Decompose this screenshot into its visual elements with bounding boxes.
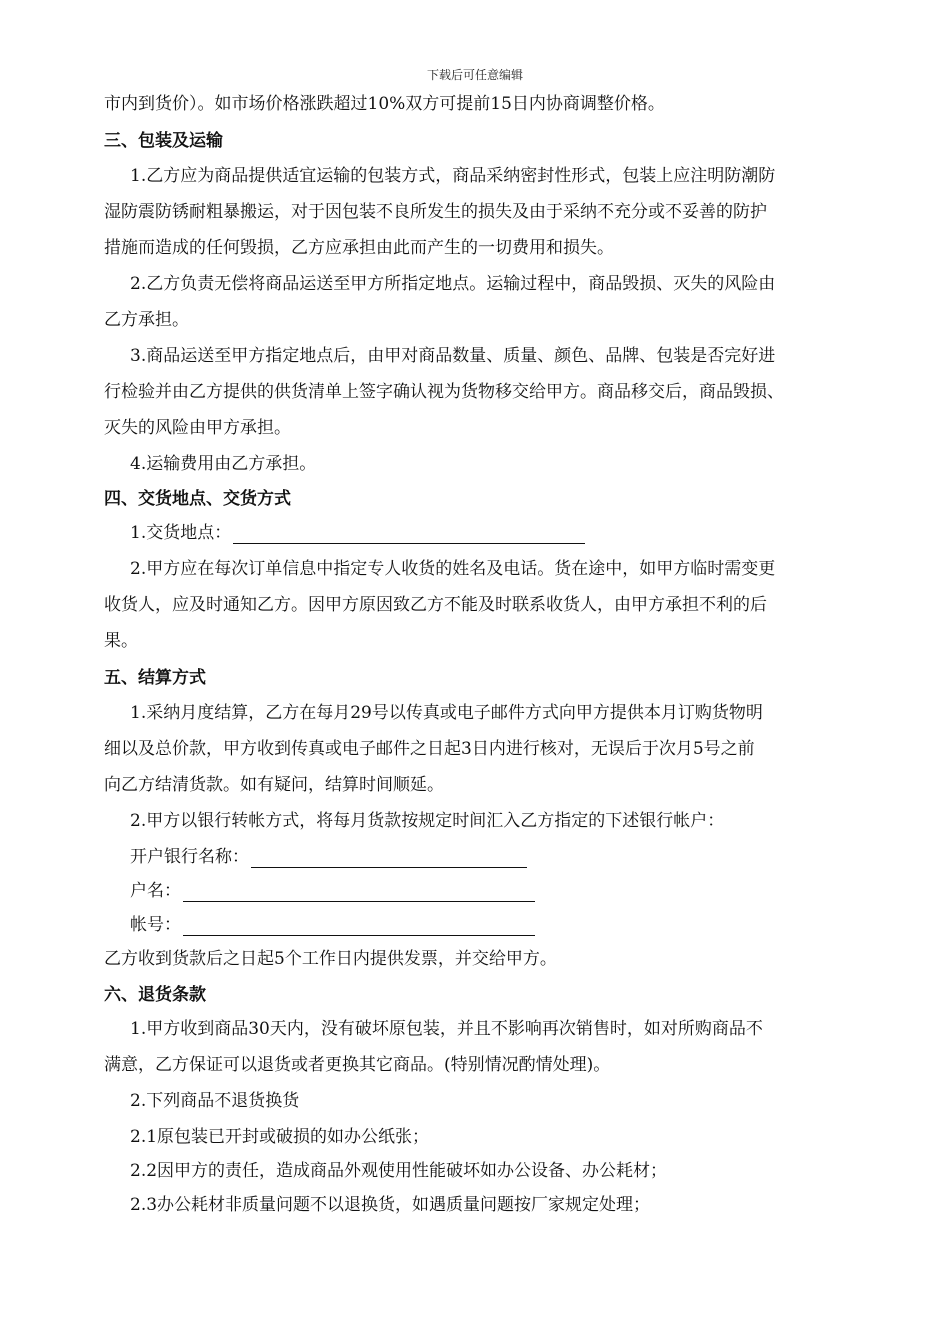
paragraph-line: 1.乙方应为商品提供适宜运输的包装方式，商品采纳密封性形式，包装上应注明防潮防 <box>130 166 776 186</box>
bank-name-label: 开户银行名称： <box>130 847 249 867</box>
paragraph-line: 3.商品运送至甲方指定地点后，由甲对商品数量、质量、颜色、品牌、包装是否完好进 <box>130 346 776 366</box>
section-heading-packaging: 三、包装及运输 <box>104 131 223 151</box>
paragraph-line: 细以及总价款，甲方收到传真或电子邮件之日起3日内进行核对，无误后于次月5号之前 <box>104 739 755 759</box>
account-number-blank[interactable] <box>183 917 535 936</box>
paragraph-line: 行检验并由乙方提供的供货清单上签字确认视为货物移交给甲方。商品移交后，商品毁损、 <box>104 382 784 402</box>
account-name-row <box>130 880 894 902</box>
paragraph-line: 乙方收到货款后之日起5个工作日内提供发票，并交给甲方。 <box>104 949 557 969</box>
paragraph-line: 灭失的风险由甲方承担。 <box>104 418 291 438</box>
section-heading-settlement: 五、结算方式 <box>104 668 206 688</box>
header-note: 下载后可任意编辑 <box>426 68 523 82</box>
paragraph-line: 2.3办公耗材非质量问题不以退换货，如遇质量问题按厂家规定处理； <box>130 1195 651 1215</box>
bank-name-blank[interactable] <box>251 849 527 868</box>
account-number-row <box>130 914 894 936</box>
account-name-label: 户名： <box>130 881 181 901</box>
bank-name-row <box>130 846 894 868</box>
paragraph-line: 向乙方结清货款。如有疑问，结算时间顺延。 <box>104 775 444 795</box>
paragraph-line: 湿防震防锈耐粗暴搬运，对于因包装不良所发生的损失及由于采纳不充分或不妥善的防护 <box>104 202 767 222</box>
delivery-location-blank[interactable] <box>233 525 585 544</box>
paragraph-line: 2.下列商品不退货换货 <box>130 1091 300 1111</box>
account-name-blank[interactable] <box>183 883 535 902</box>
paragraph-line: 4.运输费用由乙方承担。 <box>130 454 317 474</box>
section-heading-returns: 六、退货条款 <box>104 985 206 1005</box>
paragraph-line: 乙方承担。 <box>104 310 189 330</box>
paragraph-line: 1.甲方收到商品30天内，没有破坏原包装，并且不影响再次销售时，如对所购商品不 <box>130 1019 763 1039</box>
paragraph-line: 收货人，应及时通知乙方。因甲方原因致乙方不能及时联系收货人，由甲方承担不利的后 <box>104 595 767 615</box>
paragraph-line: 2.1原包装已开封或破损的如办公纸张； <box>130 1127 430 1147</box>
paragraph-line: 2.2因甲方的责任，造成商品外观使用性能破坏如办公设备、办公耗材； <box>130 1161 668 1181</box>
paragraph-line: 1.采纳月度结算，乙方在每月29号以传真或电子邮件方式向甲方提供本月订购货物明 <box>130 703 763 723</box>
paragraph-line: 满意，乙方保证可以退货或者更换其它商品。(特别情况酌情处理)。 <box>104 1055 611 1075</box>
paragraph-line: 2.乙方负责无偿将商品运送至甲方所指定地点。运输过程中，商品毁损、灭失的风险由 <box>130 274 776 294</box>
paragraph-line: 2.甲方以银行转帐方式，将每月货款按规定时间汇入乙方指定的下述银行帐户： <box>130 811 725 831</box>
paragraph-line: 2.甲方应在每次订单信息中指定专人收货的姓名及电话。货在途中，如甲方临时需变更 <box>130 559 776 579</box>
delivery-location-row <box>130 522 894 544</box>
account-number-label: 帐号： <box>130 915 181 935</box>
paragraph-line: 果。 <box>104 631 138 651</box>
section-heading-delivery: 四、交货地点、交货方式 <box>104 489 291 509</box>
paragraph-line: 市内到货价）。如市场价格涨跌超过10%双方可提前15日内协商调整价格。 <box>104 94 665 114</box>
paragraph-line: 措施而造成的任何毁损，乙方应承担由此而产生的一切费用和损失。 <box>104 238 614 258</box>
delivery-location-label: 1.交货地点： <box>130 523 232 543</box>
